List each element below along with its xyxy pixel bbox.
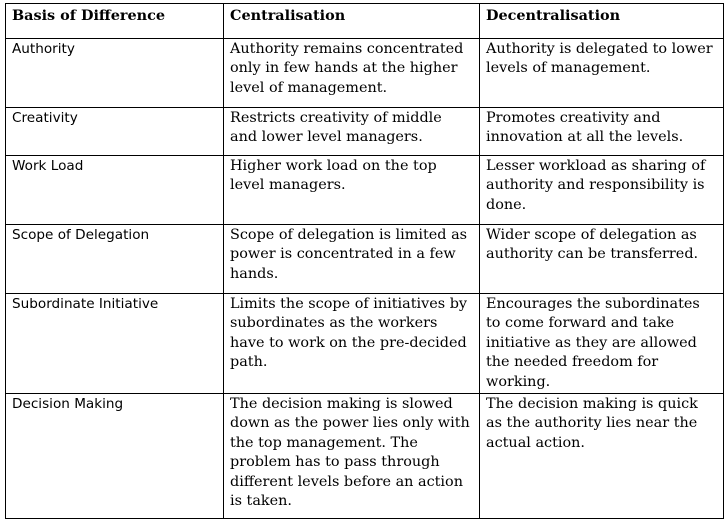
centralisation-cell: Scope of delegation is limited as power is concentrated in a few hands. bbox=[224, 225, 480, 294]
decentralisation-cell: Authority is delegated to lower levels of management. bbox=[480, 39, 724, 108]
row-basis-label: Decision Making bbox=[6, 394, 224, 519]
centralisation-cell: Higher work load on the top level managers. bbox=[224, 156, 480, 225]
table-row bbox=[6, 225, 724, 294]
centralisation-cell: Limits the scope of initiatives by subordinates as the workers have to work on the pre-decided path. bbox=[224, 294, 480, 394]
header-decentralisation: Decentralisation bbox=[480, 4, 724, 39]
table-row bbox=[6, 108, 724, 156]
row-basis-label: Work Load bbox=[6, 156, 224, 225]
row-basis-label: Authority bbox=[6, 39, 224, 108]
row-basis-label: Creativity bbox=[6, 108, 224, 156]
row-basis-label: Subordinate Initiative bbox=[6, 294, 224, 394]
table-row bbox=[6, 156, 724, 225]
table-row bbox=[6, 294, 724, 394]
centralisation-cell: The decision making is slowed down as the power lies only with the top management. The problem has to pass through different levels before an action is taken. bbox=[224, 394, 480, 519]
header-centralisation: Centralisation bbox=[224, 4, 480, 39]
row-basis-label: Scope of Delegation bbox=[6, 225, 224, 294]
decentralisation-cell: Wider scope of delegation as authority can be transferred. bbox=[480, 225, 724, 294]
table-row bbox=[6, 394, 724, 519]
table-row bbox=[6, 39, 724, 108]
table-header-row bbox=[6, 4, 724, 39]
header-basis-of-difference: Basis of Difference bbox=[6, 4, 224, 39]
decentralisation-cell: Promotes creativity and innovation at all the levels. bbox=[480, 108, 724, 156]
centralisation-cell: Authority remains concentrated only in few hands at the higher level of management. bbox=[224, 39, 480, 108]
comparison-table bbox=[5, 3, 724, 519]
decentralisation-cell: Encourages the subordinates to come forward and take initiative as they are allowed the needed freedom for working. bbox=[480, 294, 724, 394]
centralisation-cell: Restricts creativity of middle and lower level managers. bbox=[224, 108, 480, 156]
decentralisation-cell: The decision making is quick as the authority lies near the actual action. bbox=[480, 394, 724, 519]
decentralisation-cell: Lesser workload as sharing of authority and responsibility is done. bbox=[480, 156, 724, 225]
